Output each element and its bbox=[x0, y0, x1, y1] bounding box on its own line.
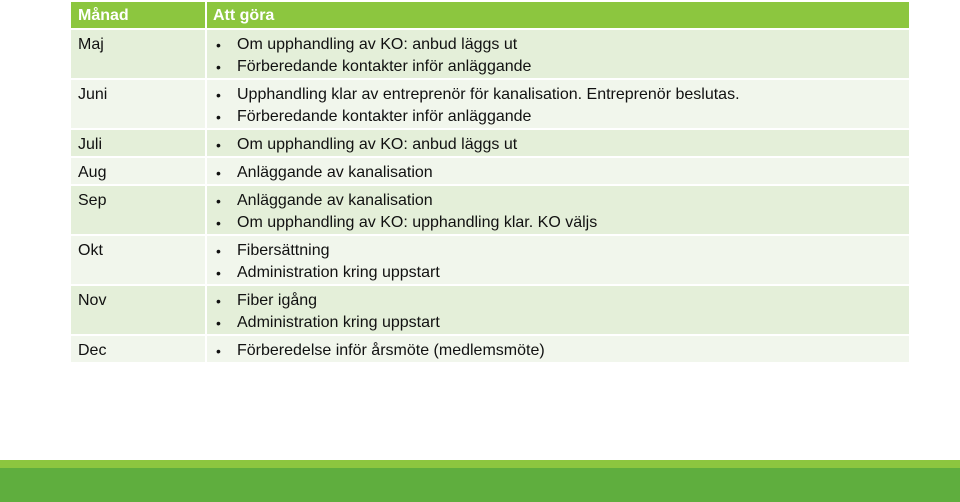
bullet-icon: • bbox=[216, 37, 221, 53]
task-list bbox=[213, 34, 909, 78]
task-item bbox=[213, 162, 909, 184]
task-item bbox=[213, 262, 909, 284]
tasks-cell bbox=[207, 30, 909, 78]
table-row bbox=[71, 236, 909, 286]
bullet-icon: • bbox=[216, 315, 221, 331]
task-list bbox=[213, 84, 909, 128]
table-row bbox=[71, 158, 909, 186]
task-text: Administration kring uppstart bbox=[237, 264, 440, 281]
task-text: Om upphandling av KO: anbud läggs ut bbox=[237, 36, 518, 53]
task-text: Administration kring uppstart bbox=[237, 314, 440, 331]
month-cell: Dec bbox=[71, 336, 207, 362]
task-item bbox=[213, 34, 909, 56]
task-item bbox=[213, 56, 909, 78]
task-item bbox=[213, 340, 909, 362]
task-item bbox=[213, 134, 909, 156]
tasks-cell bbox=[207, 236, 909, 284]
task-list bbox=[213, 190, 909, 234]
footer-band bbox=[0, 468, 960, 502]
table-row bbox=[71, 336, 909, 364]
month-cell: Aug bbox=[71, 158, 207, 184]
tasks-cell bbox=[207, 130, 909, 156]
task-text: Anläggande av kanalisation bbox=[237, 164, 433, 181]
bullet-icon: • bbox=[216, 87, 221, 103]
bullet-icon: • bbox=[216, 137, 221, 153]
month-cell: Maj bbox=[71, 30, 207, 78]
tasks-cell bbox=[207, 286, 909, 334]
task-text: Fibersättning bbox=[237, 242, 330, 259]
task-text: Om upphandling av KO: anbud läggs ut bbox=[237, 136, 518, 153]
bullet-icon: • bbox=[216, 343, 221, 359]
table-row bbox=[71, 130, 909, 158]
bullet-icon: • bbox=[216, 109, 221, 125]
task-item bbox=[213, 212, 909, 234]
footer-accent-band bbox=[0, 460, 960, 468]
task-item bbox=[213, 240, 909, 262]
bullet-icon: • bbox=[216, 243, 221, 259]
task-list bbox=[213, 290, 909, 334]
task-text: Upphandling klar av entreprenör för kanalisation. Entreprenör beslutas. bbox=[237, 86, 740, 103]
task-text: Fiber igång bbox=[237, 292, 318, 309]
task-text: Anläggande av kanalisation bbox=[237, 192, 433, 209]
task-text: Förberedelse inför årsmöte (medlemsmöte) bbox=[237, 342, 545, 359]
task-text: Om upphandling av KO: upphandling klar. KO väljs bbox=[237, 214, 598, 231]
task-list bbox=[213, 240, 909, 284]
tasks-cell bbox=[207, 158, 909, 184]
bullet-icon: • bbox=[216, 293, 221, 309]
task-list bbox=[213, 340, 909, 362]
task-list bbox=[213, 162, 909, 184]
table-row bbox=[71, 286, 909, 336]
tasks-cell bbox=[207, 186, 909, 234]
bullet-icon: • bbox=[216, 265, 221, 281]
month-cell: Okt bbox=[71, 236, 207, 284]
table-header-row bbox=[71, 2, 909, 30]
month-cell: Sep bbox=[71, 186, 207, 234]
tasks-column-header: Att göra bbox=[213, 7, 275, 24]
task-item bbox=[213, 312, 909, 334]
task-item bbox=[213, 84, 909, 106]
bullet-icon: • bbox=[216, 215, 221, 231]
schedule-table bbox=[71, 2, 909, 364]
bullet-icon: • bbox=[216, 59, 221, 75]
month-column-header: Månad bbox=[71, 2, 207, 28]
task-item bbox=[213, 190, 909, 212]
table-row bbox=[71, 80, 909, 130]
bullet-icon: • bbox=[216, 193, 221, 209]
task-list bbox=[213, 134, 909, 156]
tasks-cell bbox=[207, 80, 909, 128]
month-cell: Juni bbox=[71, 80, 207, 128]
month-cell: Nov bbox=[71, 286, 207, 334]
table-row bbox=[71, 186, 909, 236]
task-item bbox=[213, 106, 909, 128]
task-item bbox=[213, 290, 909, 312]
task-text: Förberedande kontakter inför anläggande bbox=[237, 108, 532, 125]
table-row bbox=[71, 30, 909, 80]
bullet-icon: • bbox=[216, 165, 221, 181]
month-cell: Juli bbox=[71, 130, 207, 156]
tasks-cell bbox=[207, 336, 909, 362]
task-text: Förberedande kontakter inför anläggande bbox=[237, 58, 532, 75]
